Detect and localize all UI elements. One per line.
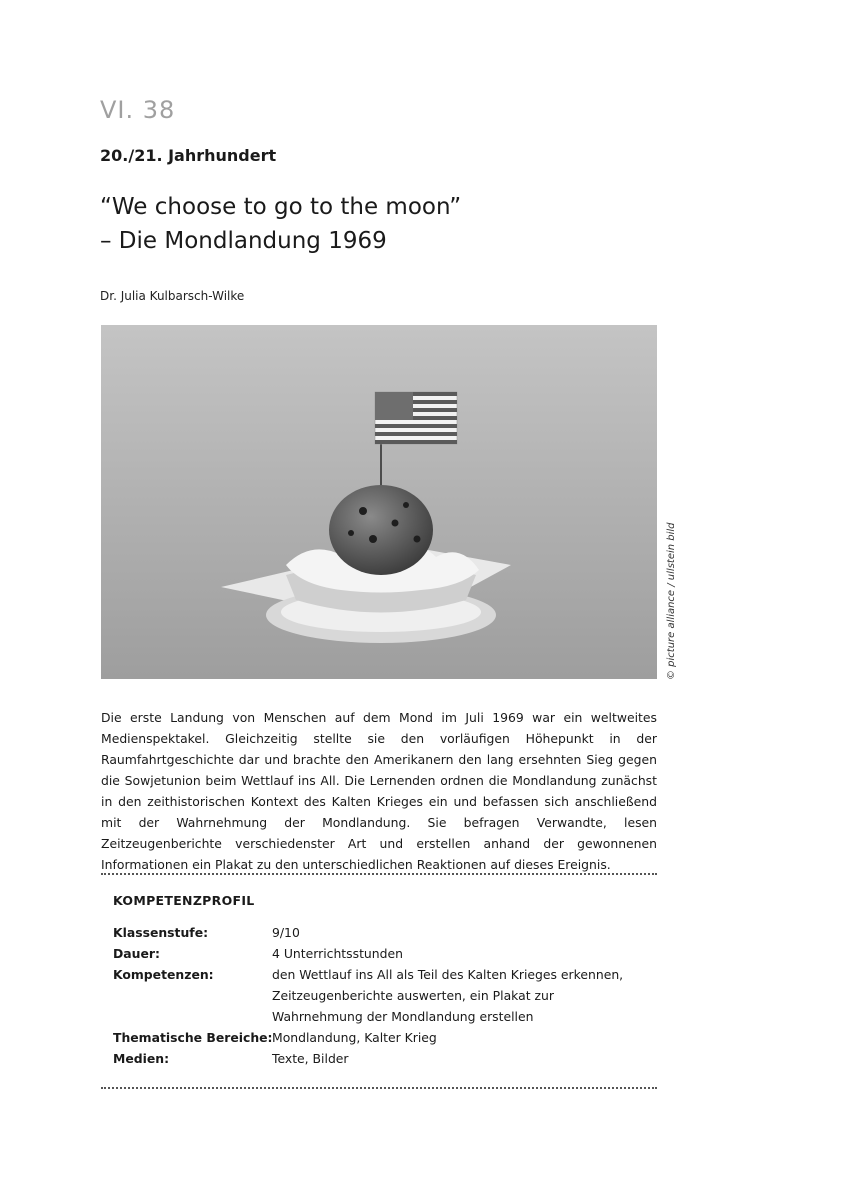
photo-credit: © picture alliance / ullstein bild [666,522,677,680]
profile-title: KOMPETENZPROFIL [113,893,255,908]
title-line-1: “We choose to go to the moon” [100,194,462,220]
profile-label: Medien: [113,1051,170,1066]
profile-label: Klassenstufe: [113,925,209,940]
profile-row [113,1048,653,1069]
profile-value: 4 Unterrichtsstunden [272,946,403,961]
author: Dr. Julia Kulbarsch-Wilke [100,289,245,303]
profile-value: Texte, Bilder [272,1051,349,1066]
profile-value: den Wettlauf ins All als Teil des Kalten Krieges erkennen, Zeitzeugenberichte auswerten, ein Plakat zur Wahrnehmung der Mondlandung erstellen [272,967,624,1024]
profile-label: Dauer: [113,946,160,961]
profile-row [113,922,653,943]
profile-row [113,964,653,1027]
title-line-2: – Die Mondlandung 1969 [100,228,387,254]
profile-row [113,943,653,964]
divider-top [101,873,657,875]
intro-paragraph: Die erste Landung von Menschen auf dem Mond im Juli 1969 war ein weltweites Medienspektakel. Gleichzeitig stellte sie den vorläufigen Höhepunkt in der Raumfahrtgeschichte dar und brachte den Amerikanern den lang ersehnten Sieg gegen die Sowjetunion beim Wettlauf ins All. Die Lernenden ordnen die Mondlandung zunächst in den zeithistorischen Kontext des Kalten Krieges ein und befassen sich anschließend mit der Wahrnehmung der Mondlandung. Sie befragen Verwandte, lesen Zeitzeugenberichte verschiedenster Art und erstellen anhand der gewonnenen Informationen ein Plakat zu den unterschiedlichen Reaktionen auf dieses Ereignis. [101,710,657,872]
page-title [100,190,461,258]
profile-row [113,1027,653,1048]
profile-label: Kompetenzen: [113,967,214,982]
section-code: VI. 38 [100,96,176,124]
profile-value: 9/10 [272,925,300,940]
era-heading: 20./21. Jahrhundert [100,146,277,165]
profile-label: Thematische Bereiche: [113,1030,273,1045]
divider-bottom [101,1087,657,1089]
moon-cake-photo [101,325,657,679]
profile-value: Mondlandung, Kalter Krieg [272,1030,437,1045]
